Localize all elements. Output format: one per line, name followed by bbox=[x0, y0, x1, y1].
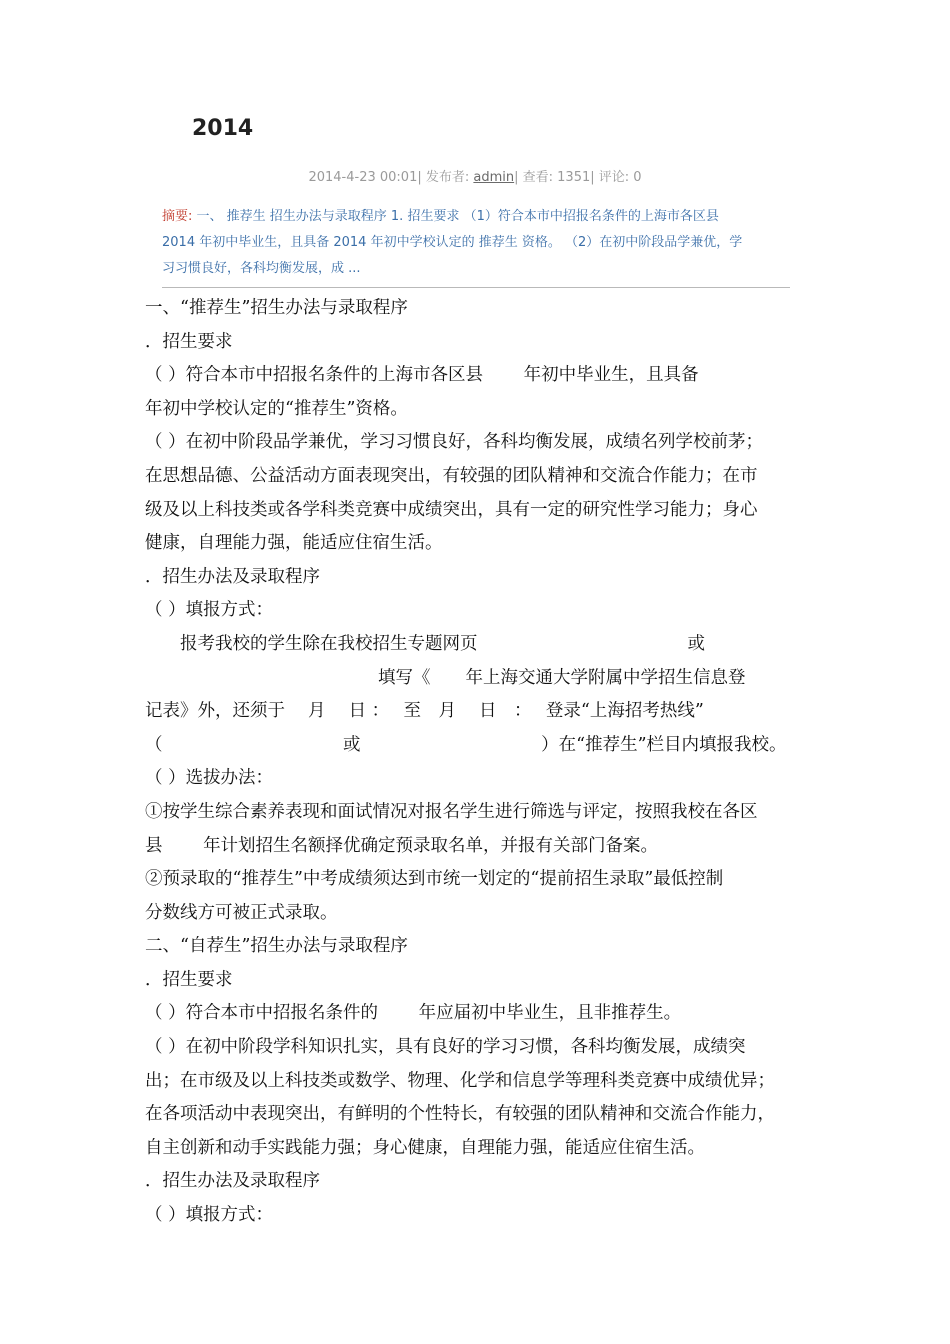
body-line: 报考我校的学生除在我校招生专题网页 或 bbox=[145, 633, 705, 654]
body-line: 县 年计划招生名额择优确定预录取名单，并报有关部门备案。 bbox=[145, 835, 659, 856]
publisher-label: 发布者: bbox=[421, 170, 474, 185]
summary-divider bbox=[162, 287, 790, 288]
article-meta bbox=[160, 168, 790, 188]
body-line: ①按学生综合素养表现和面试情况对报名学生进行筛选与评定，按照我校在各区 bbox=[145, 801, 758, 822]
article-summary bbox=[162, 204, 790, 282]
body-line: ②预录取的“推荐生”中考成绩须达到市统一划定的“提前招生录取”最低控制 bbox=[145, 869, 724, 890]
summary-text: 一、 推荐生 招生办法与录取程序 1. 招生要求 （1）符合本市中招报名条件的上海市各区县 bbox=[196, 209, 719, 224]
body-line: （ ）符合本市中招报名条件的上海市各区县 年初中毕业生，且具备 bbox=[145, 365, 699, 386]
body-line: 级及以上科技类或各学科类竞赛中成绩突出，具有一定的研究性学习能力；身心 bbox=[145, 499, 758, 520]
body-line: 年初中学校认定的“推荐生”资格。 bbox=[145, 398, 408, 419]
view-comment-stats: | 查看: 1351| 评论: 0 bbox=[514, 170, 642, 185]
body-line: ．招生办法及录取程序 bbox=[145, 1171, 320, 1192]
body-line: 二、“自荐生”招生办法与录取程序 bbox=[145, 936, 408, 957]
summary-line: 2014 年初中毕业生，且具备 2014 年初中学校认定的 推荐生 资格。 （2）在初中阶段品学兼优，学 bbox=[162, 235, 743, 250]
body-line: ．招生办法及录取程序 bbox=[145, 566, 320, 587]
body-line: （ ）填报方式： bbox=[145, 1205, 274, 1226]
summary-line: 习习惯良好，各科均衡发展，成 ... bbox=[162, 261, 361, 276]
body-line: 记表》外，还须于 月 日 ： 至 月 日 ： 登录“上海招考热线” bbox=[145, 701, 704, 722]
body-line: 填写《 年上海交通大学附属中学招生信息登 bbox=[145, 667, 746, 688]
body-line: （ ）符合本市中招报名条件的 年应届初中毕业生，且非推荐生。 bbox=[145, 1003, 682, 1024]
body-line: （ ）在初中阶段品学兼优，学习习惯良好，各科均衡发展，成绩名列学校前茅； bbox=[145, 432, 764, 453]
body-line: ．招生要求 bbox=[145, 969, 233, 990]
body-line: 一、“推荐生”招生办法与录取程序 bbox=[145, 298, 408, 318]
summary-line bbox=[162, 204, 790, 230]
body-line: 在思想品德、公益活动方面表现突出，有较强的团队精神和交流合作能力；在市 bbox=[145, 465, 758, 486]
body-line: 出；在市级及以上科技类或数学、物理、化学和信息学等理科类竞赛中成绩优异； bbox=[145, 1070, 775, 1091]
publish-date: 2014-4-23 00:01| bbox=[308, 170, 422, 185]
body-line: 自主创新和动手实践能力强；身心健康，自理能力强，能适应住宿生活。 bbox=[145, 1137, 705, 1158]
body-line: ．招生要求 bbox=[145, 331, 233, 352]
article-body bbox=[145, 292, 810, 1233]
body-line: （ ）在初中阶段学科知识扎实，具有良好的学习习惯，各科均衡发展，成绩突 bbox=[145, 1037, 746, 1058]
body-line: （ ）填报方式： bbox=[145, 600, 274, 621]
publisher-link[interactable]: admin bbox=[473, 170, 515, 185]
body-line: （ ）选拔办法： bbox=[145, 768, 274, 789]
body-line: 健康，自理能力强，能适应住宿生活。 bbox=[145, 533, 443, 554]
body-line: （ 或 ）在“推荐生”栏目内填报我校。 bbox=[145, 734, 787, 755]
body-line: 分数线方可被正式录取。 bbox=[145, 902, 338, 923]
article-title: 2014 bbox=[192, 116, 254, 141]
summary-label: 摘要: bbox=[162, 209, 197, 224]
body-line: 在各项活动中表现突出，有鲜明的个性特长，有较强的团队精神和交流合作能力， bbox=[145, 1104, 775, 1125]
